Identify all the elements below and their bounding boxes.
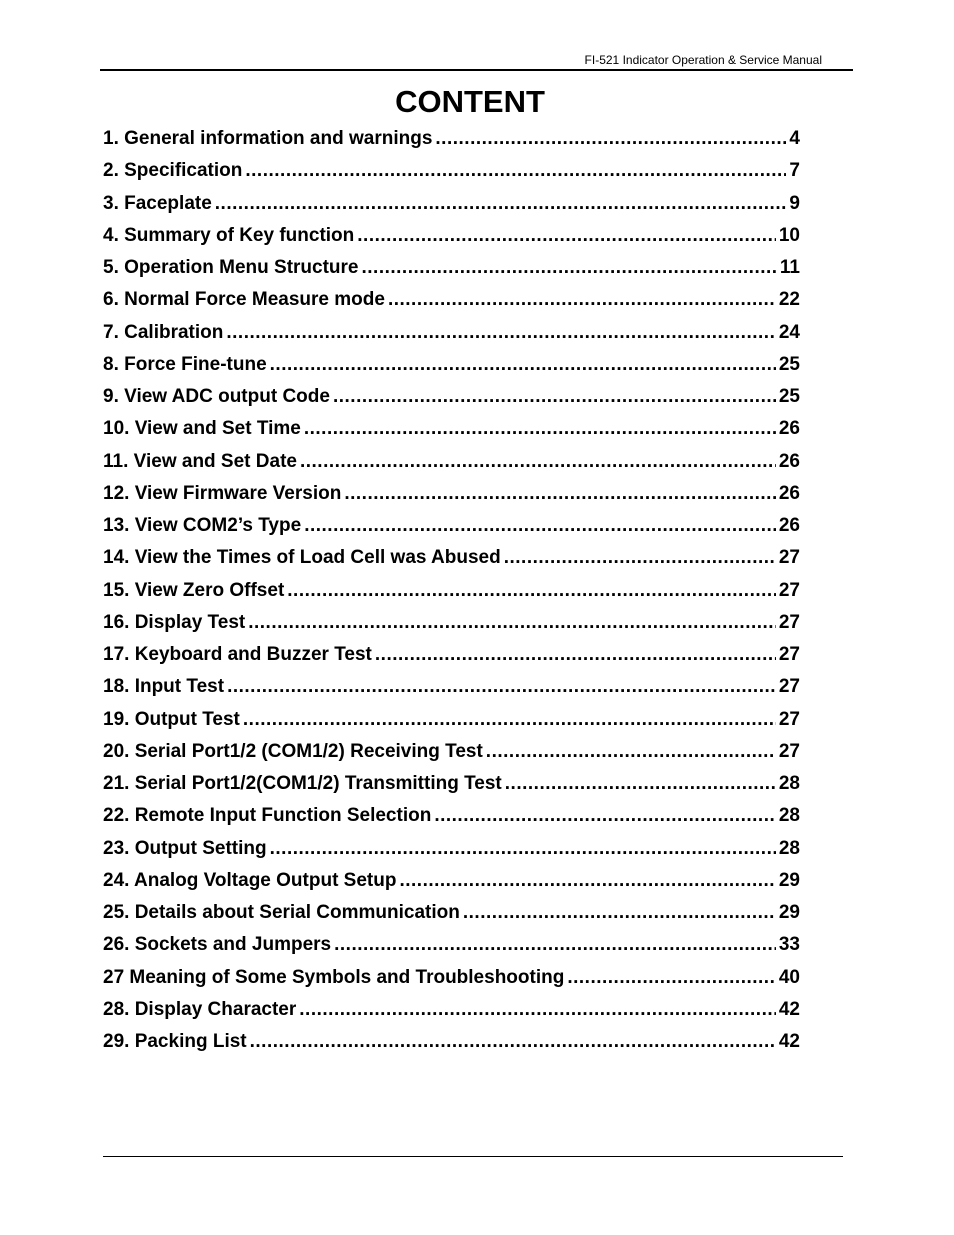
toc-entry-label: 10. View and Set Time [103, 418, 301, 440]
toc-leader-dots [486, 736, 776, 768]
toc-leader-dots [300, 446, 776, 478]
toc-entry[interactable] [103, 510, 800, 542]
toc-entry-page: 27 [778, 644, 800, 665]
toc-entry[interactable] [103, 639, 800, 671]
toc-entry-label: 16. Display Test [103, 611, 246, 633]
toc-entry-page: 27 [778, 547, 800, 569]
toc-entry-page: 40 [778, 966, 800, 988]
toc-leader-dots [227, 671, 776, 703]
toc-leader-dots [243, 704, 776, 736]
toc-entry-page: 26 [778, 482, 800, 504]
toc-entry[interactable] [103, 317, 800, 349]
toc-entry-label: 14. View the Times of Load Cell was Abused [103, 547, 501, 569]
toc-entry-label: 24. Analog Voltage Output Setup [103, 869, 397, 891]
toc-entry-page: 26 [778, 450, 800, 472]
toc-leader-dots [245, 155, 786, 187]
toc-leader-dots [226, 317, 776, 349]
toc-entry-page: 28 [778, 773, 800, 794]
toc-leader-dots [304, 413, 776, 445]
toc-entry-page: 28 [778, 837, 800, 859]
toc-entry[interactable] [103, 768, 800, 800]
toc-entry[interactable] [103, 994, 800, 1026]
toc-leader-dots [435, 123, 786, 155]
toc-entry[interactable] [103, 413, 800, 445]
toc-leader-dots [287, 575, 776, 607]
toc-entry-label: 13. View COM2’s Type [103, 515, 302, 536]
toc-entry-label: 6. Normal Force Measure mode [103, 289, 385, 311]
toc-entry-page: 26 [778, 418, 800, 440]
toc-entry[interactable] [103, 704, 800, 736]
toc-entry[interactable] [103, 897, 800, 929]
toc-entry-label: 25. Details about Serial Communication [103, 902, 460, 923]
toc-entry-label: 1. General information and warnings [103, 128, 433, 149]
toc-leader-dots [270, 349, 776, 381]
toc-entry[interactable] [103, 220, 800, 252]
toc-leader-dots [505, 768, 776, 800]
toc-entry-label: 4. Summary of Key function [103, 224, 355, 246]
toc-entry[interactable] [103, 865, 800, 897]
page-title: CONTENT [395, 84, 545, 119]
toc-entry[interactable] [103, 929, 800, 961]
toc-entry-label: 19. Output Test [103, 708, 240, 730]
toc-entry-label: 9. View ADC output Code [103, 386, 330, 407]
toc-entry-label: 17. Keyboard and Buzzer Test [103, 644, 372, 665]
toc-leader-dots [334, 929, 776, 961]
toc-entry[interactable] [103, 1026, 800, 1058]
toc-leader-dots [463, 897, 776, 929]
toc-entry-label: 20. Serial Port1/2 (COM1/2) Receiving Test [103, 740, 483, 762]
toc-entry-page: 7 [789, 160, 800, 182]
toc-entry-label: 2. Specification [103, 160, 243, 182]
toc-leader-dots [504, 542, 776, 574]
toc-entry-page: 25 [778, 386, 800, 407]
toc-leader-dots [299, 994, 776, 1026]
toc-entry-page: 10 [778, 224, 800, 246]
toc-entry[interactable] [103, 962, 800, 994]
toc-leader-dots [388, 284, 776, 316]
toc-entry[interactable] [103, 575, 800, 607]
table-of-contents [103, 123, 800, 1058]
toc-leader-dots [248, 607, 776, 639]
toc-entry-page: 27 [778, 708, 800, 730]
toc-entry-page: 27 [778, 611, 800, 633]
toc-leader-dots [434, 800, 776, 832]
toc-entry-page: 29 [778, 869, 800, 891]
toc-entry[interactable] [103, 381, 800, 413]
toc-entry-page: 29 [778, 902, 800, 923]
toc-entry-page: 11 [779, 257, 800, 278]
toc-leader-dots [361, 252, 776, 284]
toc-entry[interactable] [103, 155, 800, 187]
page-header [100, 52, 853, 71]
toc-entry[interactable] [103, 188, 800, 220]
toc-entry-page: 42 [778, 998, 800, 1020]
toc-leader-dots [567, 962, 776, 994]
header-title: FI-521 Indicator Operation & Service Manual [584, 53, 822, 67]
toc-entry-label: 12. View Firmware Version [103, 482, 342, 504]
toc-entry-label: 18. Input Test [103, 676, 225, 698]
footer-divider [103, 1156, 843, 1157]
toc-entry-page: 42 [778, 1031, 800, 1052]
toc-entry-label: 29. Packing List [103, 1031, 247, 1052]
toc-leader-dots [375, 639, 776, 671]
toc-leader-dots [399, 865, 775, 897]
toc-entry[interactable] [103, 800, 800, 832]
toc-entry-label: 5. Operation Menu Structure [103, 257, 359, 278]
toc-entry-label: 22. Remote Input Function Selection [103, 805, 432, 827]
toc-entry[interactable] [103, 607, 800, 639]
toc-leader-dots [333, 381, 776, 413]
toc-entry-label: 3. Faceplate [103, 192, 212, 214]
toc-entry-page: 33 [778, 934, 800, 956]
toc-entry-page: 27 [778, 740, 800, 762]
toc-entry[interactable] [103, 284, 800, 316]
toc-entry-page: 9 [789, 192, 800, 214]
toc-entry-page: 28 [778, 805, 800, 827]
toc-entry[interactable] [103, 671, 800, 703]
toc-entry-label: 8. Force Fine-tune [103, 353, 267, 375]
toc-entry-page: 27 [778, 676, 800, 698]
toc-entry[interactable] [103, 736, 800, 768]
toc-leader-dots [215, 188, 787, 220]
toc-entry[interactable] [103, 349, 800, 381]
toc-entry-label: 28. Display Character [103, 998, 297, 1020]
toc-entry[interactable] [103, 478, 800, 510]
toc-entry-label: 7. Calibration [103, 321, 224, 343]
toc-leader-dots [270, 833, 776, 865]
toc-leader-dots [250, 1026, 776, 1058]
toc-entry[interactable] [103, 252, 800, 284]
toc-entry[interactable] [103, 542, 800, 574]
toc-entry-page: 26 [778, 515, 800, 536]
toc-entry-page: 4 [789, 128, 800, 149]
toc-entry-page: 24 [778, 321, 800, 343]
toc-entry-page: 22 [778, 289, 800, 311]
toc-entry[interactable] [103, 123, 800, 155]
toc-leader-dots [357, 220, 776, 252]
toc-entry-label: 21. Serial Port1/2(COM1/2) Transmitting Test [103, 773, 502, 794]
toc-entry[interactable] [103, 833, 800, 865]
toc-leader-dots [304, 510, 776, 542]
toc-entry-page: 25 [778, 353, 800, 375]
toc-entry[interactable] [103, 446, 800, 478]
toc-entry-label: 11. View and Set Date [103, 450, 297, 472]
toc-leader-dots [344, 478, 776, 510]
toc-entry-page: 27 [778, 579, 800, 601]
toc-entry-label: 27 Meaning of Some Symbols and Troubleshooting [103, 966, 565, 988]
toc-entry-label: 23. Output Setting [103, 837, 267, 859]
toc-entry-label: 26. Sockets and Jumpers [103, 934, 332, 956]
toc-entry-label: 15. View Zero Offset [103, 579, 285, 601]
